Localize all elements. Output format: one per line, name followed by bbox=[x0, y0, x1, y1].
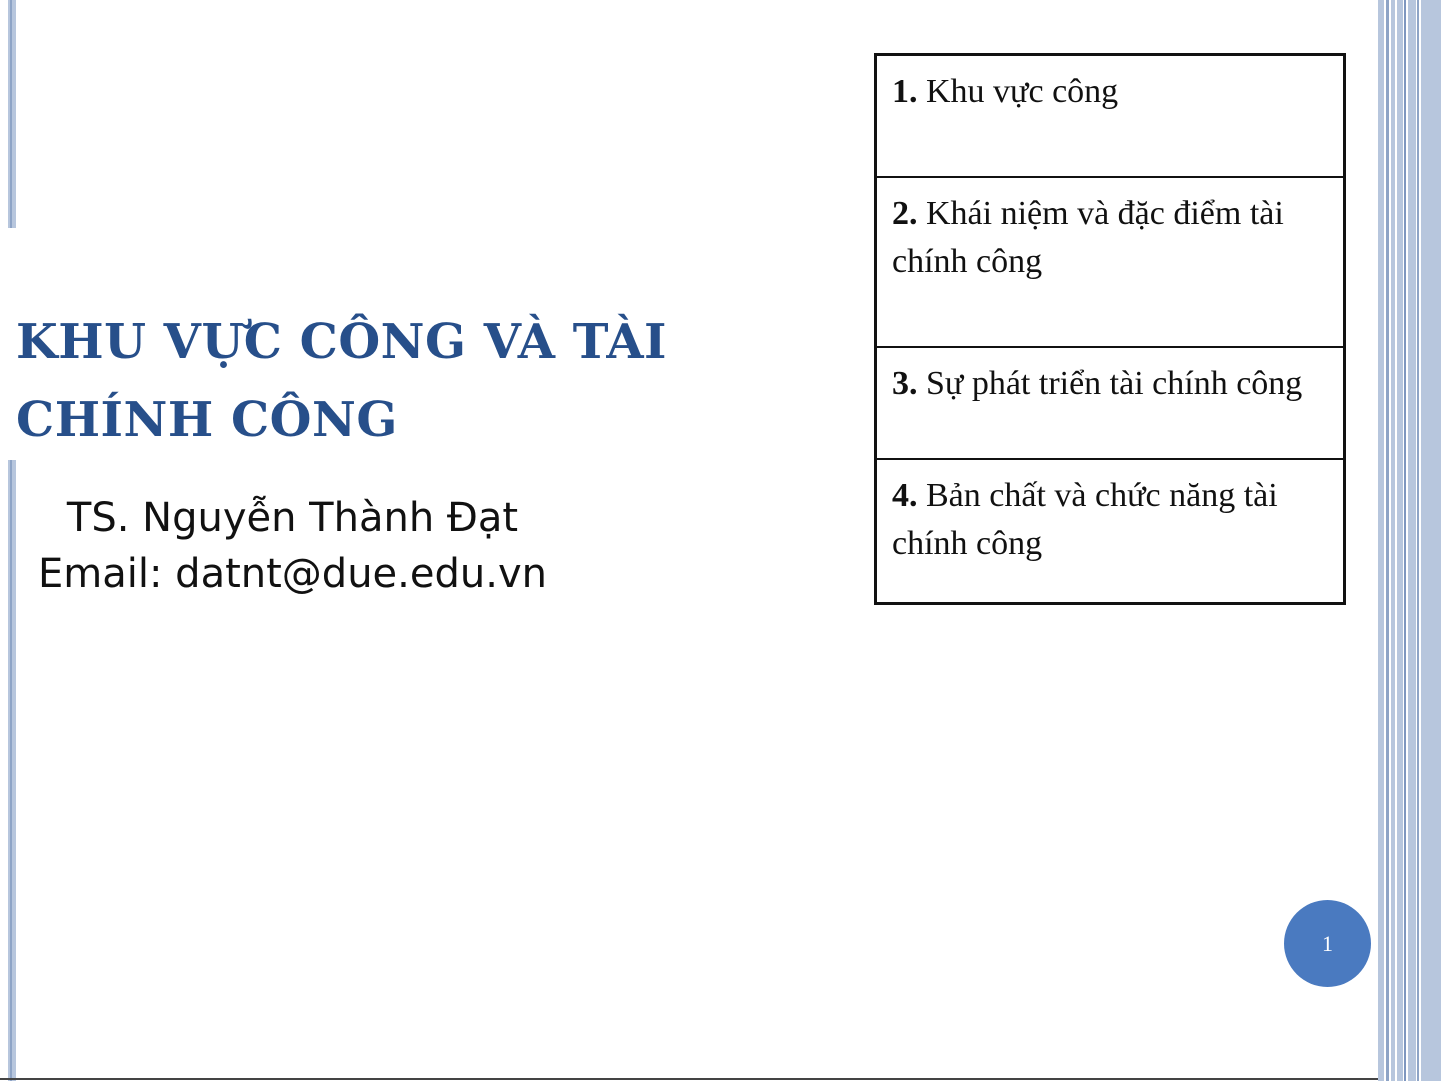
contents-table bbox=[874, 53, 1346, 605]
contents-number: 4. bbox=[892, 477, 918, 514]
author-block bbox=[0, 490, 585, 602]
contents-cell bbox=[876, 459, 1345, 604]
contents-row bbox=[876, 177, 1345, 347]
slide-title bbox=[16, 303, 776, 459]
contents-row bbox=[876, 347, 1345, 459]
left-decorative-bar-top bbox=[8, 0, 16, 228]
contents-text: Khu vực công bbox=[917, 73, 1119, 110]
contents-text: Sự phát triển tài chính công bbox=[917, 365, 1303, 402]
slide-title-line1: KHU VỰC CÔNG VÀ TÀI bbox=[16, 314, 668, 370]
author-name: TS. Nguyễn Thành Đạt bbox=[66, 495, 519, 541]
contents-number: 2. bbox=[892, 195, 918, 232]
contents-cell bbox=[876, 55, 1345, 178]
author-email: Email: datnt@due.edu.vn bbox=[38, 551, 547, 597]
page-number: 1 bbox=[1322, 930, 1333, 956]
contents-number: 3. bbox=[892, 365, 918, 402]
contents-row bbox=[876, 459, 1345, 604]
page-number-badge bbox=[1284, 900, 1371, 987]
contents-text: Bản chất và chức năng tài chính công bbox=[892, 477, 1278, 562]
bottom-rule bbox=[0, 1078, 1378, 1080]
contents-cell bbox=[876, 347, 1345, 459]
contents-number: 1. bbox=[892, 73, 918, 110]
contents-cell bbox=[876, 177, 1345, 347]
contents-row bbox=[876, 55, 1345, 178]
contents-text: Khái niệm và đặc điểm tài chính công bbox=[892, 195, 1284, 280]
slide-title-line2: CHÍNH CÔNG bbox=[16, 392, 398, 448]
